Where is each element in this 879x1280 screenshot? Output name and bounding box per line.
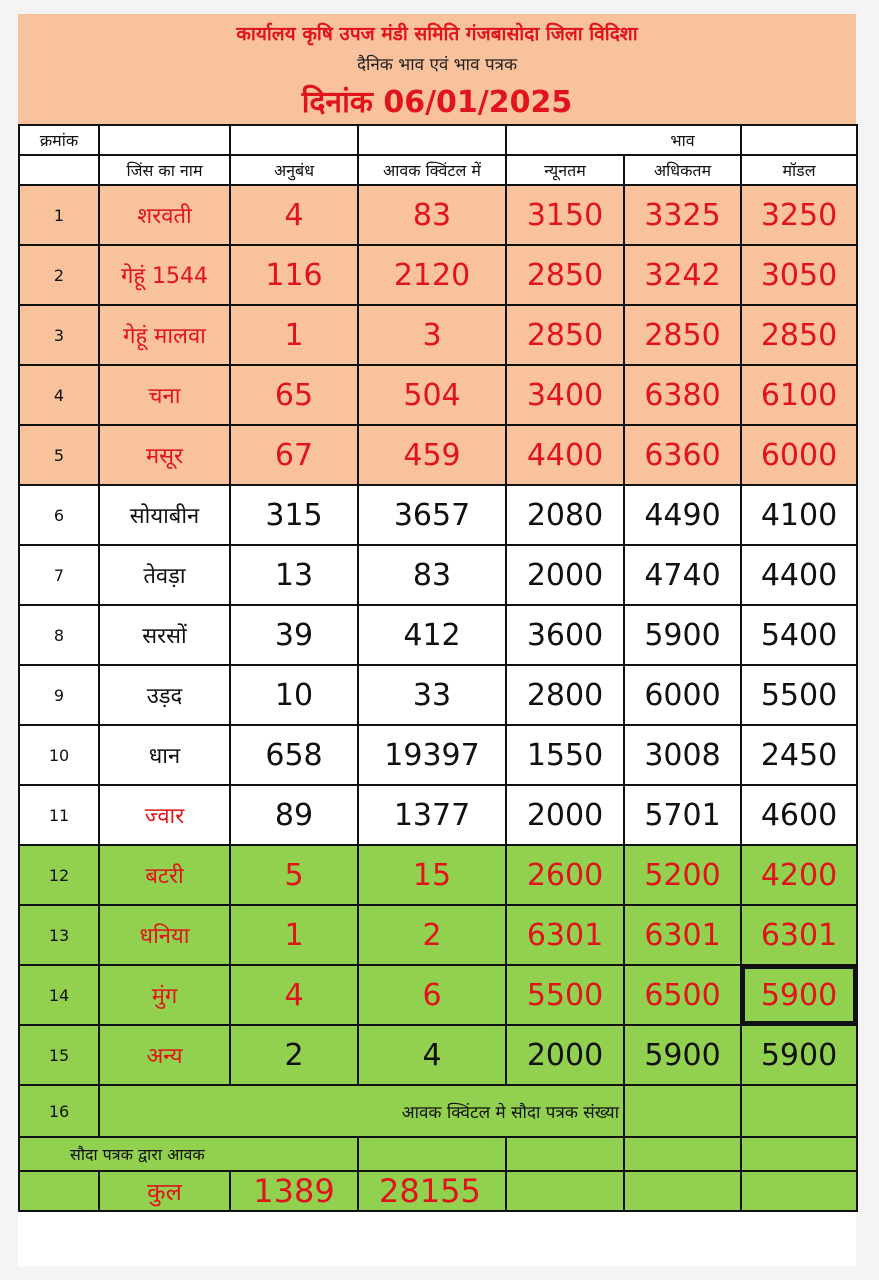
empty-cell[interactable] bbox=[624, 1085, 741, 1137]
office-title: कार्यालय कृषि उपज मंडी समिति गंजबासोदा जिला विदिशा bbox=[236, 23, 638, 45]
empty-cell[interactable] bbox=[19, 1171, 99, 1211]
serial-cell[interactable]: 10 bbox=[19, 725, 99, 785]
serial-cell[interactable]: 8 bbox=[19, 605, 99, 665]
total-row bbox=[19, 1171, 857, 1211]
modal-price-cell[interactable]: 3250 bbox=[741, 185, 857, 245]
serial-cell[interactable]: 6 bbox=[19, 485, 99, 545]
header-row-1 bbox=[19, 125, 857, 155]
commodity-cell[interactable]: सोयाबीन bbox=[99, 485, 230, 545]
modal-price-cell[interactable]: 2450 bbox=[741, 725, 857, 785]
table-row bbox=[19, 605, 857, 665]
empty-cell[interactable] bbox=[358, 1137, 506, 1171]
header-arrival[interactable]: आवक क्विंटल में bbox=[358, 155, 506, 185]
commodity-cell[interactable]: तेवड़ा bbox=[99, 545, 230, 605]
max-price-cell[interactable]: 6301 bbox=[624, 905, 741, 965]
arrival-cell[interactable]: 1377 bbox=[358, 785, 506, 845]
arrival-cell[interactable]: 2120 bbox=[358, 245, 506, 305]
header-commodity[interactable]: जिंस का नाम bbox=[99, 155, 230, 185]
total-arrival[interactable]: 28155 bbox=[358, 1171, 506, 1211]
header-price-group[interactable]: भाव bbox=[624, 125, 741, 155]
modal-price-cell[interactable]: 6100 bbox=[741, 365, 857, 425]
serial-cell[interactable]: 16 bbox=[19, 1085, 99, 1137]
arrival-note-cell[interactable]: आवक क्विंटल मे सौदा पत्रक संख्या bbox=[99, 1085, 624, 1137]
max-price-cell[interactable]: 3242 bbox=[624, 245, 741, 305]
contract-cell[interactable]: 1 bbox=[230, 305, 358, 365]
serial-cell[interactable]: 3 bbox=[19, 305, 99, 365]
rates-table bbox=[18, 124, 858, 1212]
contract-cell[interactable]: 65 bbox=[230, 365, 358, 425]
header-empty-cell[interactable] bbox=[358, 125, 506, 155]
max-price-cell[interactable]: 3325 bbox=[624, 185, 741, 245]
modal-price-cell[interactable]: 4100 bbox=[741, 485, 857, 545]
max-price-cell[interactable]: 6380 bbox=[624, 365, 741, 425]
empty-cell[interactable] bbox=[624, 1137, 741, 1171]
commodity-cell[interactable]: ज्वार bbox=[99, 785, 230, 845]
modal-price-cell[interactable]: 4400 bbox=[741, 545, 857, 605]
modal-price-cell[interactable]: 4600 bbox=[741, 785, 857, 845]
contract-cell[interactable]: 89 bbox=[230, 785, 358, 845]
contract-cell[interactable]: 39 bbox=[230, 605, 358, 665]
max-price-cell[interactable]: 5900 bbox=[624, 605, 741, 665]
serial-cell[interactable]: 1 bbox=[19, 185, 99, 245]
commodity-cell[interactable]: अन्य bbox=[99, 1025, 230, 1085]
min-price-cell[interactable]: 5500 bbox=[506, 965, 624, 1025]
modal-price-cell[interactable]: 2850 bbox=[741, 305, 857, 365]
commodity-cell[interactable]: उड़द bbox=[99, 665, 230, 725]
modal-price-cell[interactable]: 4200 bbox=[741, 845, 857, 905]
empty-cell[interactable] bbox=[506, 1137, 624, 1171]
max-price-cell[interactable]: 5200 bbox=[624, 845, 741, 905]
commodity-cell[interactable]: मसूर bbox=[99, 425, 230, 485]
min-price-cell[interactable]: 2850 bbox=[506, 305, 624, 365]
min-price-cell[interactable]: 2800 bbox=[506, 665, 624, 725]
table-row bbox=[19, 905, 857, 965]
empty-cell[interactable] bbox=[741, 1171, 857, 1211]
table-row bbox=[19, 305, 857, 365]
arrival-cell[interactable]: 504 bbox=[358, 365, 506, 425]
contract-cell[interactable]: 658 bbox=[230, 725, 358, 785]
deal-note-cell[interactable]: सौदा पत्रक द्वारा आवक bbox=[19, 1137, 358, 1171]
table-row bbox=[19, 1025, 857, 1085]
max-price-cell[interactable]: 6360 bbox=[624, 425, 741, 485]
empty-cell[interactable] bbox=[506, 1171, 624, 1211]
contract-cell[interactable]: 315 bbox=[230, 485, 358, 545]
serial-cell[interactable]: 14 bbox=[19, 965, 99, 1025]
serial-cell[interactable]: 2 bbox=[19, 245, 99, 305]
empty-cell[interactable] bbox=[741, 1137, 857, 1171]
contract-cell[interactable]: 2 bbox=[230, 1025, 358, 1085]
spreadsheet bbox=[18, 14, 856, 1266]
header-empty-cell[interactable] bbox=[230, 125, 358, 155]
modal-price-cell[interactable]: 5900 bbox=[741, 1025, 857, 1085]
header-min[interactable]: न्यूनतम bbox=[506, 155, 624, 185]
modal-price-cell[interactable]: 3050 bbox=[741, 245, 857, 305]
serial-cell[interactable]: 15 bbox=[19, 1025, 99, 1085]
max-price-cell[interactable]: 4490 bbox=[624, 485, 741, 545]
commodity-cell[interactable]: धान bbox=[99, 725, 230, 785]
contract-cell[interactable]: 1 bbox=[230, 905, 358, 965]
min-price-cell[interactable]: 2600 bbox=[506, 845, 624, 905]
min-price-cell[interactable]: 2000 bbox=[506, 1025, 624, 1085]
arrival-cell[interactable]: 6 bbox=[358, 965, 506, 1025]
commodity-cell[interactable]: सरसों bbox=[99, 605, 230, 665]
commodity-cell[interactable]: शरवती bbox=[99, 185, 230, 245]
header-max[interactable]: अधिकतम bbox=[624, 155, 741, 185]
table-row bbox=[19, 665, 857, 725]
arrival-cell[interactable]: 3657 bbox=[358, 485, 506, 545]
table-row bbox=[19, 365, 857, 425]
serial-cell[interactable]: 7 bbox=[19, 545, 99, 605]
serial-cell[interactable]: 9 bbox=[19, 665, 99, 725]
min-price-cell[interactable]: 2850 bbox=[506, 245, 624, 305]
empty-cell[interactable] bbox=[741, 1085, 857, 1137]
max-price-cell[interactable]: 5701 bbox=[624, 785, 741, 845]
footer-deal-row bbox=[19, 1137, 857, 1171]
contract-cell[interactable]: 5 bbox=[230, 845, 358, 905]
table-row bbox=[19, 725, 857, 785]
max-price-cell[interactable]: 6000 bbox=[624, 665, 741, 725]
max-price-cell[interactable]: 3008 bbox=[624, 725, 741, 785]
footer-row-16 bbox=[19, 1085, 857, 1137]
min-price-cell[interactable]: 4400 bbox=[506, 425, 624, 485]
min-price-cell[interactable]: 2000 bbox=[506, 545, 624, 605]
commodity-cell[interactable]: मुंग bbox=[99, 965, 230, 1025]
commodity-cell[interactable]: गेहूं 1544 bbox=[99, 245, 230, 305]
arrival-cell[interactable]: 4 bbox=[358, 1025, 506, 1085]
table-row bbox=[19, 965, 857, 1025]
modal-price-cell[interactable]: 6000 bbox=[741, 425, 857, 485]
empty-cell[interactable] bbox=[624, 1171, 741, 1211]
min-price-cell[interactable]: 3400 bbox=[506, 365, 624, 425]
date-title: दिनांक 06/01/2025 bbox=[301, 85, 573, 120]
max-price-cell[interactable]: 4740 bbox=[624, 545, 741, 605]
contract-cell[interactable]: 10 bbox=[230, 665, 358, 725]
header-empty-cell[interactable] bbox=[99, 125, 230, 155]
serial-cell[interactable]: 11 bbox=[19, 785, 99, 845]
total-contract[interactable]: 1389 bbox=[230, 1171, 358, 1211]
contract-cell[interactable]: 13 bbox=[230, 545, 358, 605]
contract-cell[interactable]: 67 bbox=[230, 425, 358, 485]
arrival-cell[interactable]: 15 bbox=[358, 845, 506, 905]
modal-price-cell[interactable]: 5900 bbox=[741, 965, 857, 1025]
table-row bbox=[19, 545, 857, 605]
header-empty-cell[interactable] bbox=[19, 155, 99, 185]
arrival-cell[interactable]: 459 bbox=[358, 425, 506, 485]
max-price-cell[interactable]: 6500 bbox=[624, 965, 741, 1025]
table-row bbox=[19, 425, 857, 485]
table-row bbox=[19, 845, 857, 905]
modal-price-cell[interactable]: 6301 bbox=[741, 905, 857, 965]
header-empty-cell[interactable] bbox=[506, 125, 624, 155]
sheet-header bbox=[18, 14, 856, 124]
max-price-cell[interactable]: 2850 bbox=[624, 305, 741, 365]
total-label[interactable]: कुल bbox=[99, 1171, 230, 1211]
arrival-cell[interactable]: 2 bbox=[358, 905, 506, 965]
contract-cell[interactable]: 4 bbox=[230, 185, 358, 245]
commodity-cell[interactable]: चना bbox=[99, 365, 230, 425]
sheet-subtitle: दैनिक भाव एवं भाव पत्रक bbox=[356, 55, 518, 75]
serial-cell[interactable]: 13 bbox=[19, 905, 99, 965]
min-price-cell[interactable]: 6301 bbox=[506, 905, 624, 965]
header-serial[interactable]: क्रमांक bbox=[19, 125, 99, 155]
min-price-cell[interactable]: 2000 bbox=[506, 785, 624, 845]
commodity-cell[interactable]: धनिया bbox=[99, 905, 230, 965]
modal-price-cell[interactable]: 5400 bbox=[741, 605, 857, 665]
commodity-cell[interactable]: बटरी bbox=[99, 845, 230, 905]
arrival-cell[interactable]: 3 bbox=[358, 305, 506, 365]
table-row bbox=[19, 485, 857, 545]
min-price-cell[interactable]: 2080 bbox=[506, 485, 624, 545]
header-empty-cell[interactable] bbox=[741, 125, 857, 155]
max-price-cell[interactable]: 5900 bbox=[624, 1025, 741, 1085]
min-price-cell[interactable]: 3600 bbox=[506, 605, 624, 665]
min-price-cell[interactable]: 3150 bbox=[506, 185, 624, 245]
table-row bbox=[19, 185, 857, 245]
serial-cell[interactable]: 5 bbox=[19, 425, 99, 485]
serial-cell[interactable]: 4 bbox=[19, 365, 99, 425]
arrival-cell[interactable]: 83 bbox=[358, 185, 506, 245]
header-row-2 bbox=[19, 155, 857, 185]
arrival-cell[interactable]: 33 bbox=[358, 665, 506, 725]
arrival-cell[interactable]: 19397 bbox=[358, 725, 506, 785]
header-modal[interactable]: मॉडल bbox=[741, 155, 857, 185]
serial-cell[interactable]: 12 bbox=[19, 845, 99, 905]
header-contract[interactable]: अनुबंध bbox=[230, 155, 358, 185]
min-price-cell[interactable]: 1550 bbox=[506, 725, 624, 785]
modal-price-cell[interactable]: 5500 bbox=[741, 665, 857, 725]
contract-cell[interactable]: 116 bbox=[230, 245, 358, 305]
arrival-cell[interactable]: 412 bbox=[358, 605, 506, 665]
contract-cell[interactable]: 4 bbox=[230, 965, 358, 1025]
table-row bbox=[19, 785, 857, 845]
table-row bbox=[19, 245, 857, 305]
arrival-cell[interactable]: 83 bbox=[358, 545, 506, 605]
commodity-cell[interactable]: गेहूं मालवा bbox=[99, 305, 230, 365]
